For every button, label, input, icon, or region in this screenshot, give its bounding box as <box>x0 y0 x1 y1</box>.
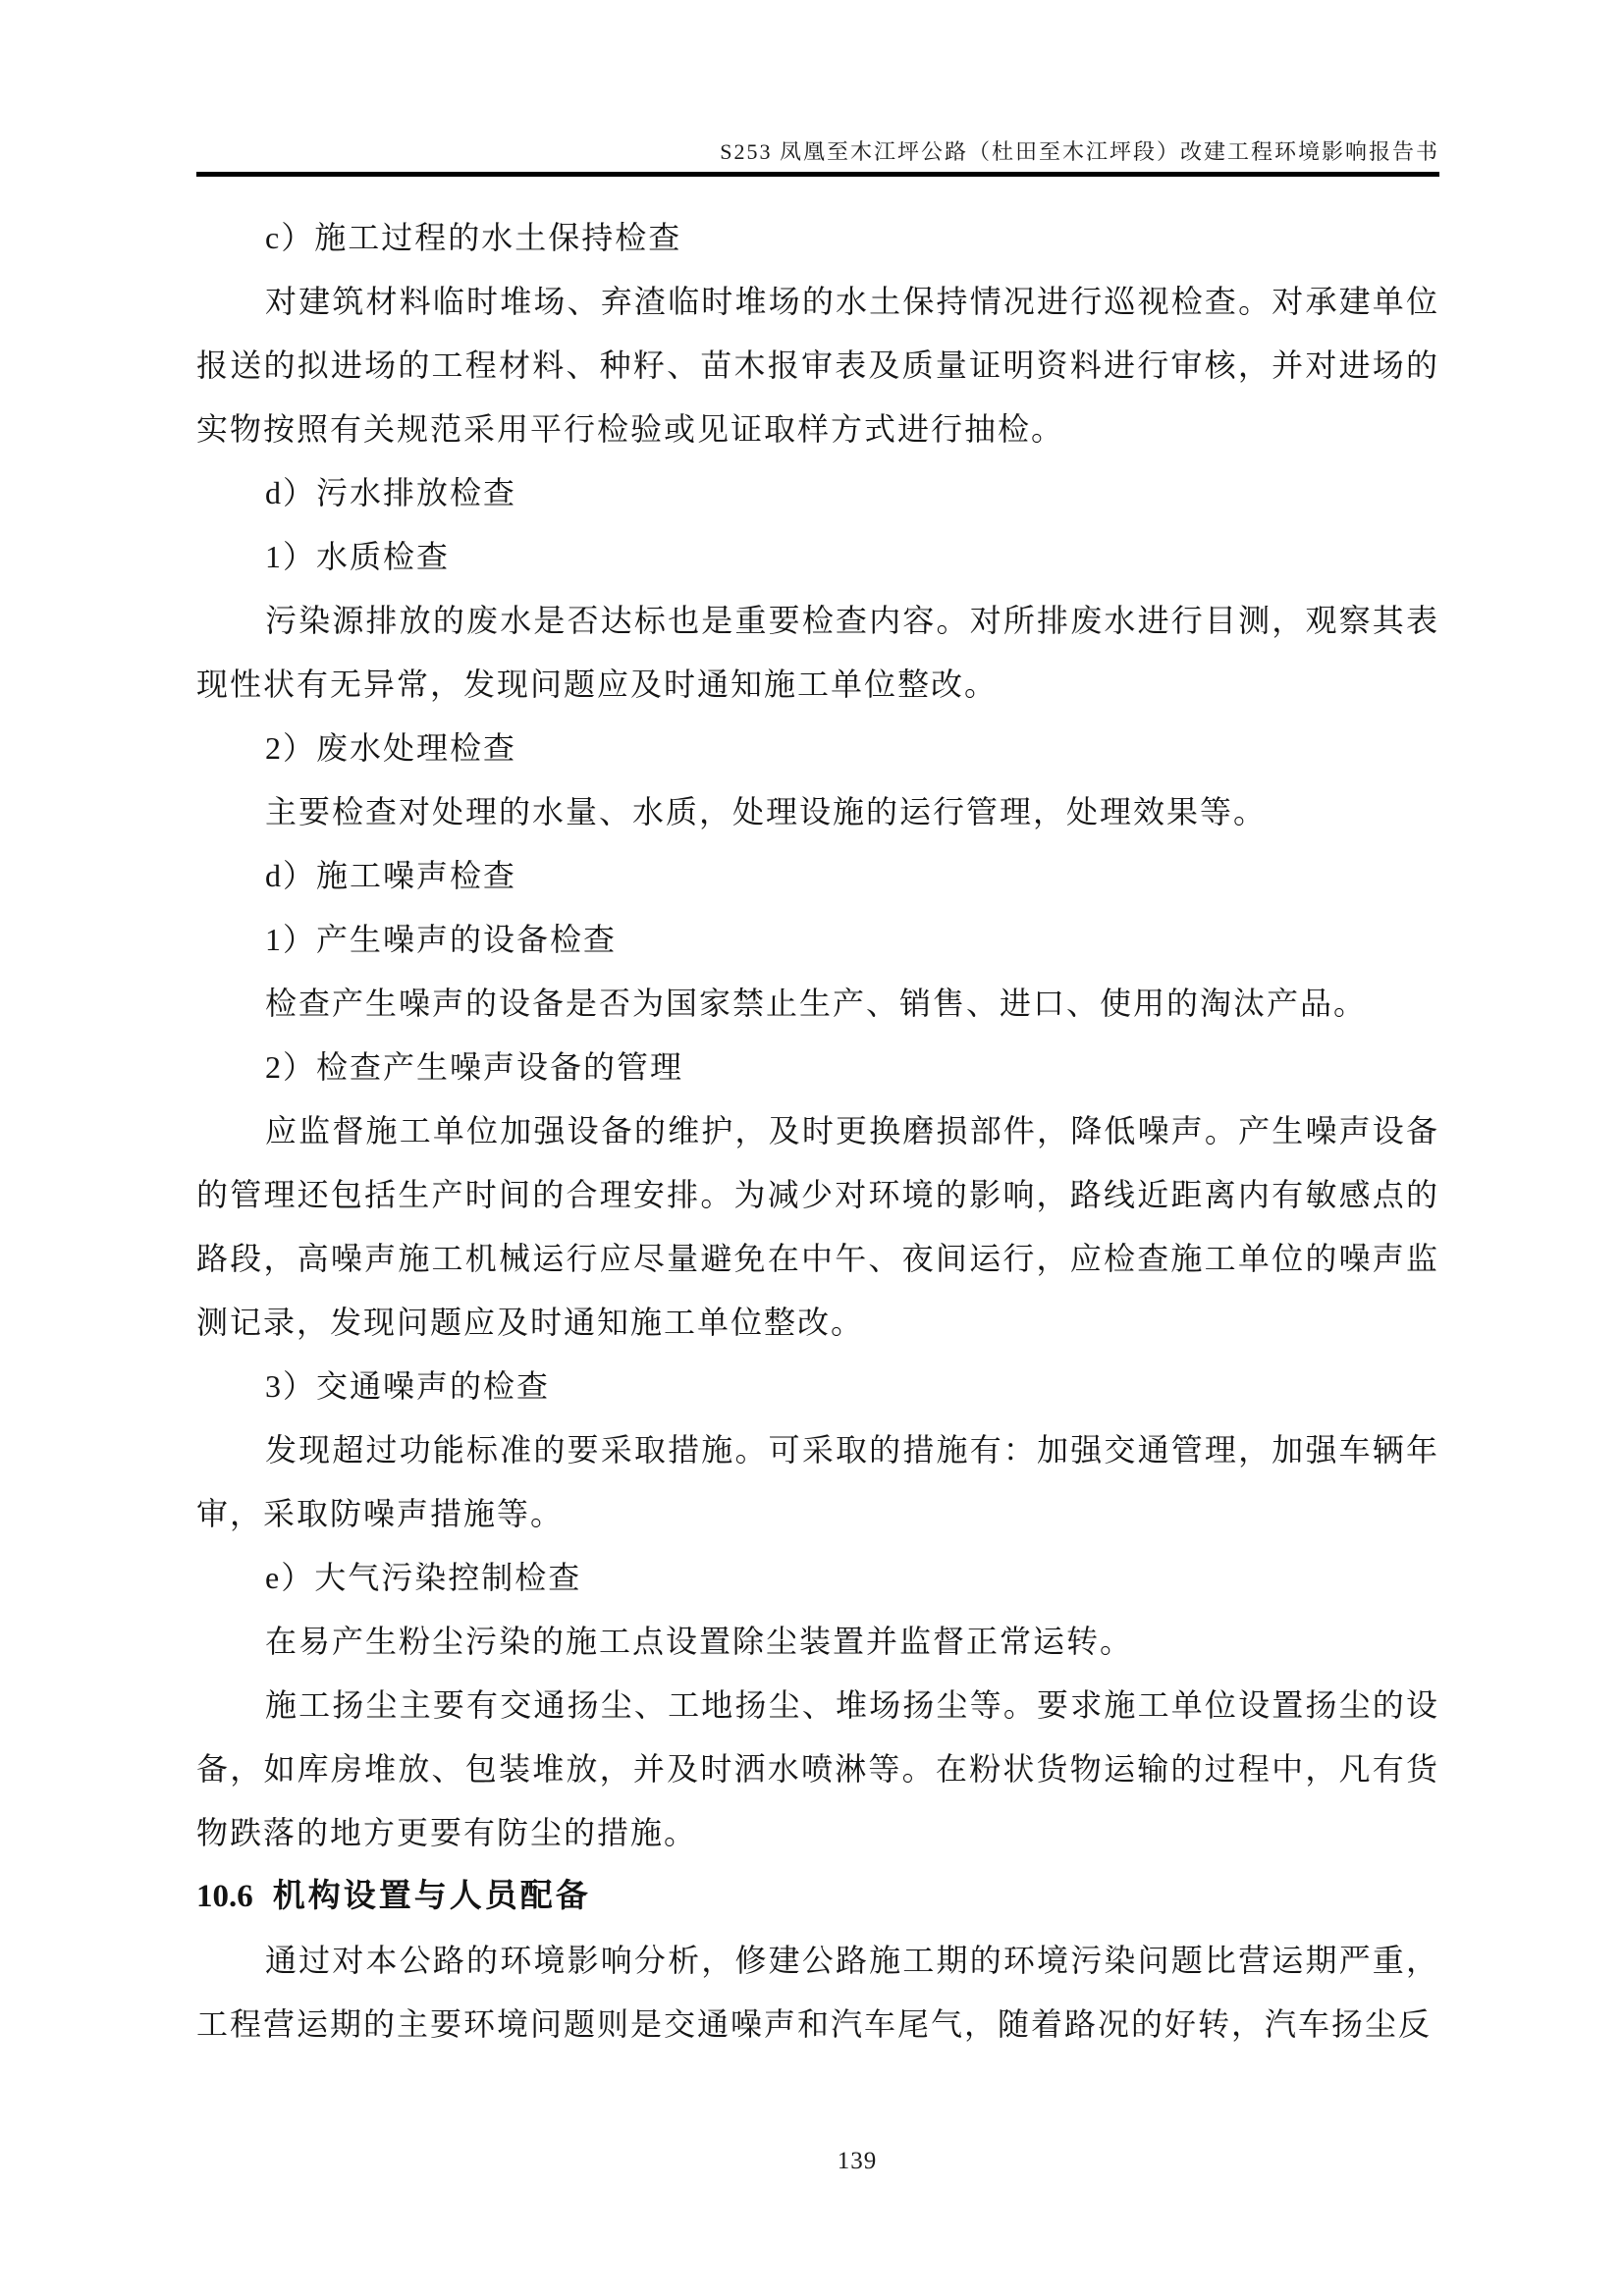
paragraph: 主要检查对处理的水量、水质，处理设施的运行管理，处理效果等。 <box>265 794 1268 829</box>
paragraph: 检查产生噪声的设备是否为国家禁止生产、销售、进口、使用的淘汰产品。 <box>265 986 1368 1021</box>
section-heading <box>196 1865 1439 1929</box>
paragraph: 施工扬尘主要有交通扬尘、工地扬尘、堆场扬尘等。要求施工单位设置扬尘的设备，如库房堆放、包装堆放，并及时洒水喷淋等。在粉状货物运输的过程中，凡有货物跌落的地方更要有防尘的措施。 <box>196 1687 1439 1850</box>
header-title: S253 凤凰至木江坪公路（杜田至木江坪段）改建工程环境影响报告书 <box>720 139 1439 164</box>
list-item: d）污水排放检查 <box>265 475 517 510</box>
list-item: 2）废水处理检查 <box>265 730 517 766</box>
paragraph: 通过对本公路的环境影响分析，修建公路施工期的环境污染问题比营运期严重，工程营运期的主要环境问题则是交通噪声和汽车尾气，随着路况的好转，汽车扬尘反 <box>196 1943 1439 2042</box>
list-item: 3）交通噪声的检查 <box>265 1368 551 1404</box>
paragraph: 发现超过功能标准的要采取措施。可采取的措施有：加强交通管理，加强车辆年审，采取防噪声措施等。 <box>196 1432 1439 1531</box>
section-title: 机构设置与人员配备 <box>272 1879 591 1914</box>
list-item: 1）产生噪声的设备检查 <box>265 922 618 957</box>
paragraph: 对建筑材料临时堆场、弃渣临时堆场的水土保持情况进行巡视检查。对承建单位报送的拟进场的工程材料、种籽、苗木报审表及质量证明资料进行审核，并对进场的实物按照有关规范采用平行检验或见证取样方式进行抽检。 <box>196 284 1439 447</box>
list-item: e）大气污染控制检查 <box>265 1560 582 1595</box>
list-item: 1）水质检查 <box>265 539 451 574</box>
list-item: 2）检查产生噪声设备的管理 <box>265 1049 684 1085</box>
paragraph: 污染源排放的废水是否达标也是重要检查内容。对所排废水进行目测，观察其表现性状有无异常，发现问题应及时通知施工单位整改。 <box>196 603 1439 702</box>
document-body <box>196 206 1439 2056</box>
section-number: 10.6 <box>196 1879 253 1914</box>
paragraph: 应监督施工单位加强设备的维护，及时更换磨损部件，降低噪声。产生噪声设备的管理还包括生产时间的合理安排。为减少对环境的影响，路线近距离内有敏感点的路段，高噪声施工机械运行应尽量避免在中午、夜间运行，应检查施工单位的噪声监测记录，发现问题应及时通知施工单位整改。 <box>196 1113 1439 1340</box>
list-item: c）施工过程的水土保持检查 <box>265 220 682 255</box>
paragraph: 在易产生粉尘污染的施工点设置除尘装置并监督正常运转。 <box>265 1624 1134 1659</box>
header-rule <box>196 172 1439 177</box>
page-number: 139 <box>837 2148 878 2174</box>
list-item: d）施工噪声检查 <box>265 858 517 893</box>
